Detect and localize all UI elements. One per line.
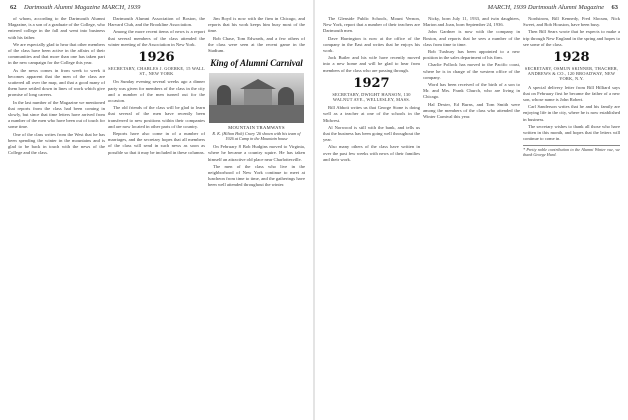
left-running-head [10,4,303,13]
paragraph: Then Bill Sears wrote that he expects to make a trip through New England in the spring and hopes to see some of the class. [523,29,620,47]
paragraph: Dave Harrington is now at the office of the company in the East and writes that he enjoys his work. [323,35,420,54]
paragraph: Bob Tuxbury has been appointed to a new position in the sales department of his firm. [423,49,520,61]
paragraph: We are especially glad to hear that other members of the class have been active in the affairs of their communities and that more than one has taken part in the new campaign for the College this year. [8,41,105,66]
right-running-title: MARCH, 1939 Dartmouth Alumni Magazine [487,4,604,11]
right-running-head [325,4,618,13]
left-column-2 [108,16,205,416]
left-running-title: Dartmouth Alumni Magazine MARCH, 1939 [24,4,141,11]
left-column-3 [208,16,305,416]
mountain-photo [209,73,304,123]
paragraph: Word has been received of the birth of a son to Mr. and Mrs. Frank Church, who are living in Chicago. [423,82,520,100]
class-secretary-1927: SECRETARY, DWIGHT HANSON, 130 WALNUT AVE., WELLESLEY, MASS. [332,91,411,103]
paragraph: Among the more recent items of news is a report that several members of the class attended the winter meeting of the Association in New York. [108,29,205,47]
paragraph: Hal Dexter, Ed Burns, and Tom Smith were among the members of the class who attended the Winter Carnival this year. [423,101,520,120]
section-title: King of Alumni Carnival [210,58,303,69]
paragraph: Also many others of the class have written in over the past few weeks with news of their families and their work. [323,144,420,162]
paragraph: Dartmouth Alumni Association of Boston, the Harvard Club, and the Brookline Association. [108,16,205,28]
paragraph: Bob Chase, Tom Edwards, and a few others of the class were seen at the recent game in the Stadium. [208,35,305,54]
roof-shape [240,79,276,89]
paragraph: As the news comes in from week to week it becomes apparent that the men of the class are scattered all over the map, and that a good many of them have settled down in lines of work which give promise of long careers. [8,67,105,98]
photo-caption: R. K. (Hilton Holt) Crary '26 shown with his team of 1926 at Camp in the Mountain house [212,130,301,142]
right-column-2 [423,16,520,416]
right-page-number: 63 [611,4,618,11]
class-heading-1926: 1926 [138,50,175,66]
left-column-1 [8,16,105,416]
right-page [315,0,628,420]
paragraph: Reports have also come in of a number of marriages, and the secretary hopes that all members of the class will send in such news as soon as possible so that it may be included in these columns. [108,131,205,155]
paragraph: The secretary wishes to thank all those who have written in this month, and hopes that the letters will continue to come in. [523,123,620,142]
paragraph: Carl Sanderson writes that he and his family are enjoying life in the city, where he is now established in business. [523,104,620,122]
paragraph: Jack Butler and his wife have recently moved into a new home and will be glad to hear from members of the class who are passing through. [323,55,420,73]
paragraph: In the last number of the Magazine we mentioned that reports from the class had been coming in slowly, but since that time letters have arrived from a number of the men who have been out of touch for some time. [8,99,105,130]
right-column-1 [323,16,420,416]
class-secretary-1928: SECRETARY, OSMUN SKINNER, THACHER, ANDREWS & CO., 120 BROADWAY, NEW YORK, N.Y. [524,66,619,82]
paragraph: The old friends of the class will be glad to learn that several of the men have recently been transferred to new positions within their companies and are now located in other parts of the country. [108,105,205,129]
paragraph: On Sunday evening several weeks ago a dinner party was given for members of the class in the city and a number of the men turned out for the occasion. [108,79,205,104]
hill-shape [209,105,304,123]
paragraph: of whom, according to the Dartmouth Alumni Magazine, is a son of a graduate of the College, who entered college in the fall and went into business with his father. [8,16,105,40]
paragraph: Nordstrom, Bill Kennedy, Fred Slocum, Nick Sweet, and Bob Houston, have been busy. [523,16,620,28]
paragraph: Nicky, born July 11, 1933, and twin daughters, Marion and Joan, born September 24, 1936. [423,16,520,28]
left-page [0,0,313,420]
paragraph: One of the class writes from the West that he has been spending the winter in the mountains and is glad to be back in touch with the news of the College and the class. [8,131,105,156]
class-heading-1928: 1928 [553,50,590,66]
paragraph: Charlie Pollock has moved to the Pacific coast, where he is in charge of the western office of the company. [423,62,520,80]
left-page-number: 62 [10,4,17,11]
photo-caption-title: MOUNTAIN TRAMWAYS [228,125,285,131]
paragraph: John Gardner is now with the company in Boston, and reports that he sees a number of the class from time to time. [423,29,520,47]
paragraph: Al Norwood is still with the bank, and tells us that the business has been going well throughout the year. [323,124,420,143]
footnote: * Pretty noble contribution to the Alumni Winter vue, we thank George Hurd. [523,147,620,158]
class-secretary-1926: SECRETARY, CHARLES J. GOERKE, 15 WALL ST., NEW YORK [108,66,205,77]
class-heading-1927: 1927 [353,75,390,91]
paragraph: On February 8 Bob Hudgins moved to Virginia, where he became a country squire. He has taken himself an attractive old place near Charlottesville. [208,144,305,162]
paragraph: The Glenside Public Schools, Mount Vernon, New York, report that a number of their teachers are Dartmouth men. [323,16,420,34]
paragraph: A special delivery letter from Bill Hilliard says that on February first he became the father of a new son, whose name is John Robert. [523,84,620,103]
paragraph: Bill Abbott writes us that George Stone is doing well as a teacher at one of the schools in the Midwest. [323,105,420,123]
paragraph: Jim Boyd is now with the firm in Chicago, and reports that his work keeps him busy most of the time. [208,16,305,34]
right-column-3 [523,16,620,416]
paragraph: The men of the class who live in the neighborhood of New York continue to meet at luncheon from time to time, and the gatherings have been well attended throughout the winter. [208,163,305,188]
